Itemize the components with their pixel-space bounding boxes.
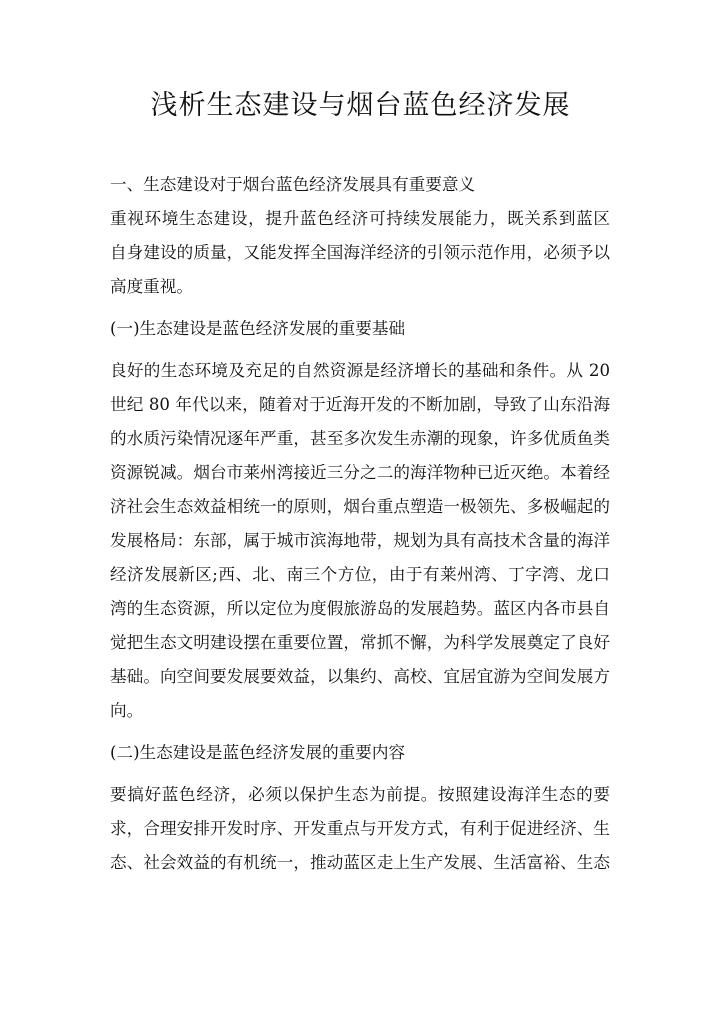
text-line: 求，合理安排开发时序、开发重点与开发方式，有利于促进经济、生: [110, 819, 610, 838]
text-line: 一、生态建设对于烟台蓝色经济发展具有重要意义: [110, 175, 476, 194]
text-line: 的水质污染情况逐年严重，甚至多次发生赤潮的现象，许多优质鱼类: [110, 429, 610, 448]
text-line: 要搞好蓝色经济，必须以保护生态为前提。按照建设海洋生态的要: [110, 785, 610, 804]
text-line: 济社会生态效益相统一的原则，烟台重点塑造一极领先、多极崛起的: [110, 497, 610, 516]
text-line: (一)生态建设是蓝色经济发展的重要基础: [110, 319, 406, 338]
text-line: 向。: [110, 701, 144, 720]
text-line: 世纪 80 年代以来，随着对于近海开发的不断加剧，导致了山东沿海: [110, 395, 610, 414]
text-line: (二)生态建设是蓝色经济发展的重要内容: [110, 743, 406, 762]
text-line: 基础。向空间要发展要效益，以集约、高校、宜居宜游为空间发展方: [110, 667, 610, 686]
text-line: 重视环境生态建设，提升蓝色经济可持续发展能力，既关系到蓝区: [110, 209, 610, 228]
document-title: 浅析生态建设与烟台蓝色经济发展: [150, 90, 571, 121]
text-line: 自身建设的质量，又能发挥全国海洋经济的引领示范作用，必须予以: [110, 243, 610, 262]
text-line: 湾的生态资源，所以定位为度假旅游岛的发展趋势。蓝区内各市县自: [110, 599, 610, 618]
text-line: 资源锐减。烟台市莱州湾接近三分之二的海洋物种已近灭绝。本着经: [110, 463, 610, 482]
text-line: 良好的生态环境及充足的自然资源是经济增长的基础和条件。从 20: [110, 361, 610, 380]
text-line: 发展格局：东部，属于城市滨海地带，规划为具有高技术含量的海洋: [110, 531, 610, 550]
text-line: 高度重视。: [110, 277, 193, 296]
text-line: 觉把生态文明建设摆在重要位置，常抓不懈，为科学发展奠定了良好: [110, 633, 610, 652]
text-line: 态、社会效益的有机统一，推动蓝区走上生产发展、生活富裕、生态: [110, 853, 610, 872]
text-line: 经济发展新区;西、北、南三个方位，由于有莱州湾、丁字湾、龙口: [110, 565, 610, 584]
